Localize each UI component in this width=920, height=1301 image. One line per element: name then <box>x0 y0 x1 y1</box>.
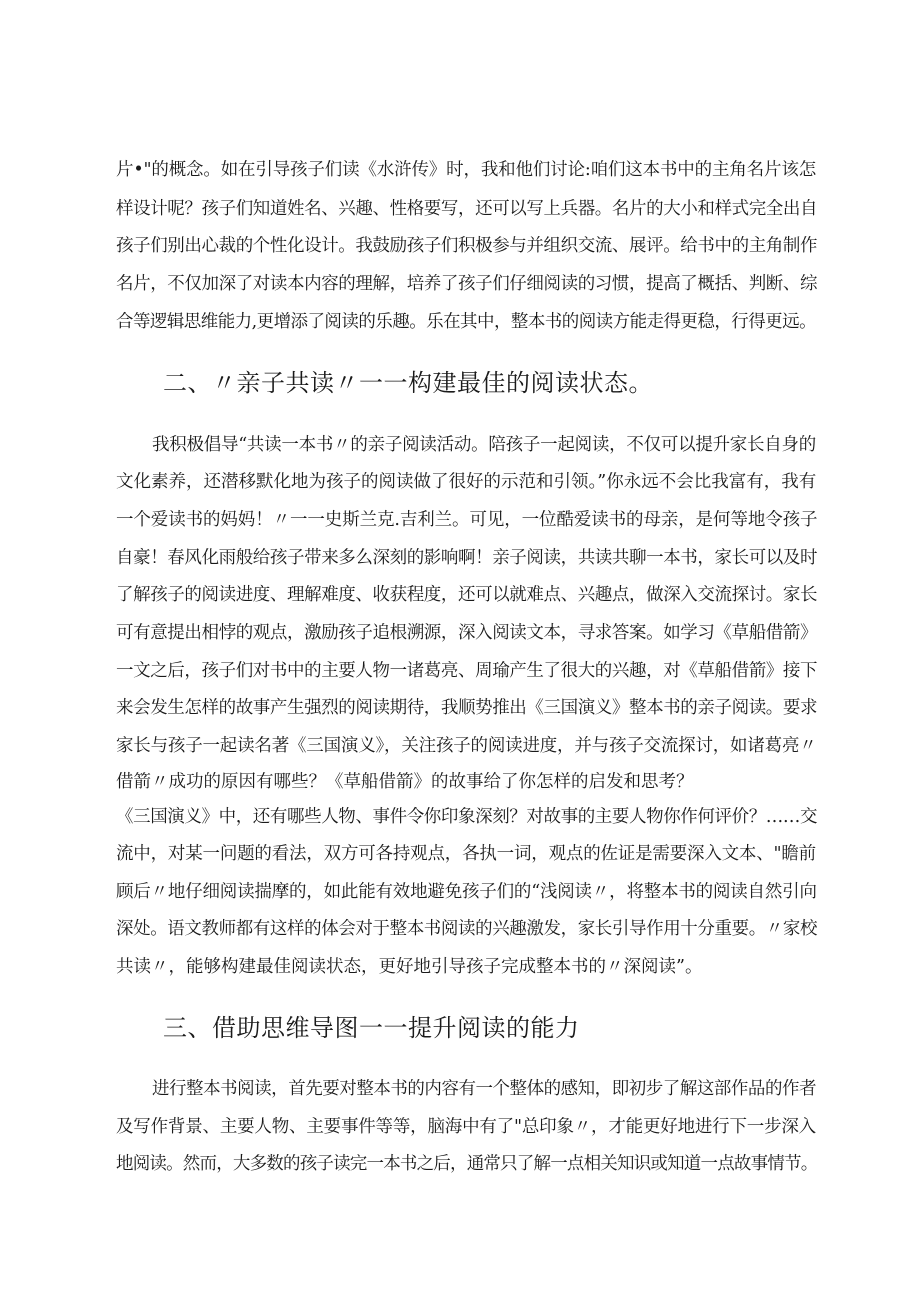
paragraph-line: 《三国演义》中，还有哪些人物、事件令你印象深刻？对故事的主要人物你作何评价？……交 <box>116 807 818 827</box>
paragraph-line: 样设计呢？孩子们知道姓名、兴趣、性格要写，还可以写上兵器。名片的大小和样式完全出自 <box>116 199 818 219</box>
paragraph-line: 流中，对某一问题的看法，双方可各持观点，各执一词，观点的佐证是需要深入文本、"瞻前 <box>116 844 816 864</box>
paragraph-line: 借箭〃成功的原因有哪些？《草船借箭》的故事给了你怎样的启发和思考？ <box>116 772 694 792</box>
paragraph-line: 及写作背景、主要人物、主要事件等等，脑海中有了"总印象〃，才能更好地进行下一步深入 <box>116 1117 816 1137</box>
paragraph-line: 一个爱读书的妈妈！〃一一史斯兰克.吉利兰。可见，一位酷爱读书的母亲，是何等地令孩子 <box>116 510 818 530</box>
paragraph-line: 共读〃，能够构建最佳阅读状态，更好地引导孩子完成整本书的〃深阅读”。 <box>116 957 703 977</box>
paragraph-line: 深处。语文教师都有这样的体会对于整本书阅读的兴趣激发，家长引导作用十分重要。〃家校 <box>116 919 818 939</box>
paragraph-line: 来会发生怎样的故事产生强烈的阅读期待，我顺势推出《三国演义》整本书的亲子阅读。要求 <box>116 698 818 718</box>
paragraph-line: 家长与孩子一起读名著《三国演义》，关注孩子的阅读进度，并与孩子交流探讨，如诸葛亮〃 <box>116 736 817 756</box>
paragraph-line: 进行整本书阅读，首先要对整本书的内容有一个整体的感知，即初步了解这部作品的作者 <box>152 1079 816 1099</box>
paragraph-line: 我积极倡导“共读一本书〃的亲子阅读活动。陪孩子一起阅读，不仅可以提升家长自身的 <box>152 435 816 455</box>
paragraph-line: 合等逻辑思维能力,更增添了阅读的乐趣。乐在其中，整本书的阅读方能走得更稳，行得更远。 <box>116 312 816 332</box>
paragraph-line: 顾后〃地仔细阅读揣摩的，如此能有效地避免孩子们的“浅阅读〃，将整本书的阅读自然引向 <box>116 882 817 902</box>
paragraph-line: 孩子们别出心裁的个性化设计。我鼓励孩子们积极参与并组织交流、展评。给书中的主角制作 <box>116 236 818 256</box>
paragraph-line: 自豪！春风化雨般给孩子带来多么深刻的影响啊！亲子阅读，共读共聊一本书，家长可以及时 <box>116 548 818 568</box>
paragraph-line: 了解孩子的阅读进度、理解难度、收获程度，还可以就难点、兴趣点，做深入交流探讨。家长 <box>116 585 818 605</box>
section-heading-3: 三、借助思维导图一一提升阅读的能力 <box>163 1014 580 1042</box>
paragraph-line: 文化素养，还潜移默化地为孩子的阅读做了很好的示范和引领。”你永远不会比我富有，我有 <box>116 472 817 492</box>
paragraph-line: 地阅读。然而，大多数的孩子读完一本书之后，通常只了解一点相关知识或知道一点故事情节。 <box>116 1154 818 1174</box>
paragraph-line: 一文之后，孩子们对书中的主要人物一诸葛亮、周瑜产生了很大的兴趣，对《草船借箭》接下 <box>116 661 818 681</box>
section-heading-2: 二、〃亲子共读〃一一构建最佳的阅读状态。 <box>163 369 653 397</box>
paragraph-line: 可有意提出相悖的观点，激励孩子追根溯源，深入阅读文本，寻求答案。如学习《草船借箭》 <box>116 623 818 643</box>
paragraph-line: 片•"的概念。如在引导孩子们读《水浒传》时，我和他们讨论:咱们这本书中的主角名片该怎 <box>116 160 816 180</box>
paragraph-line: 名片，不仅加深了对读本内容的理解，培养了孩子们仔细阅读的习惯，提高了概括、判断、综 <box>116 274 818 294</box>
